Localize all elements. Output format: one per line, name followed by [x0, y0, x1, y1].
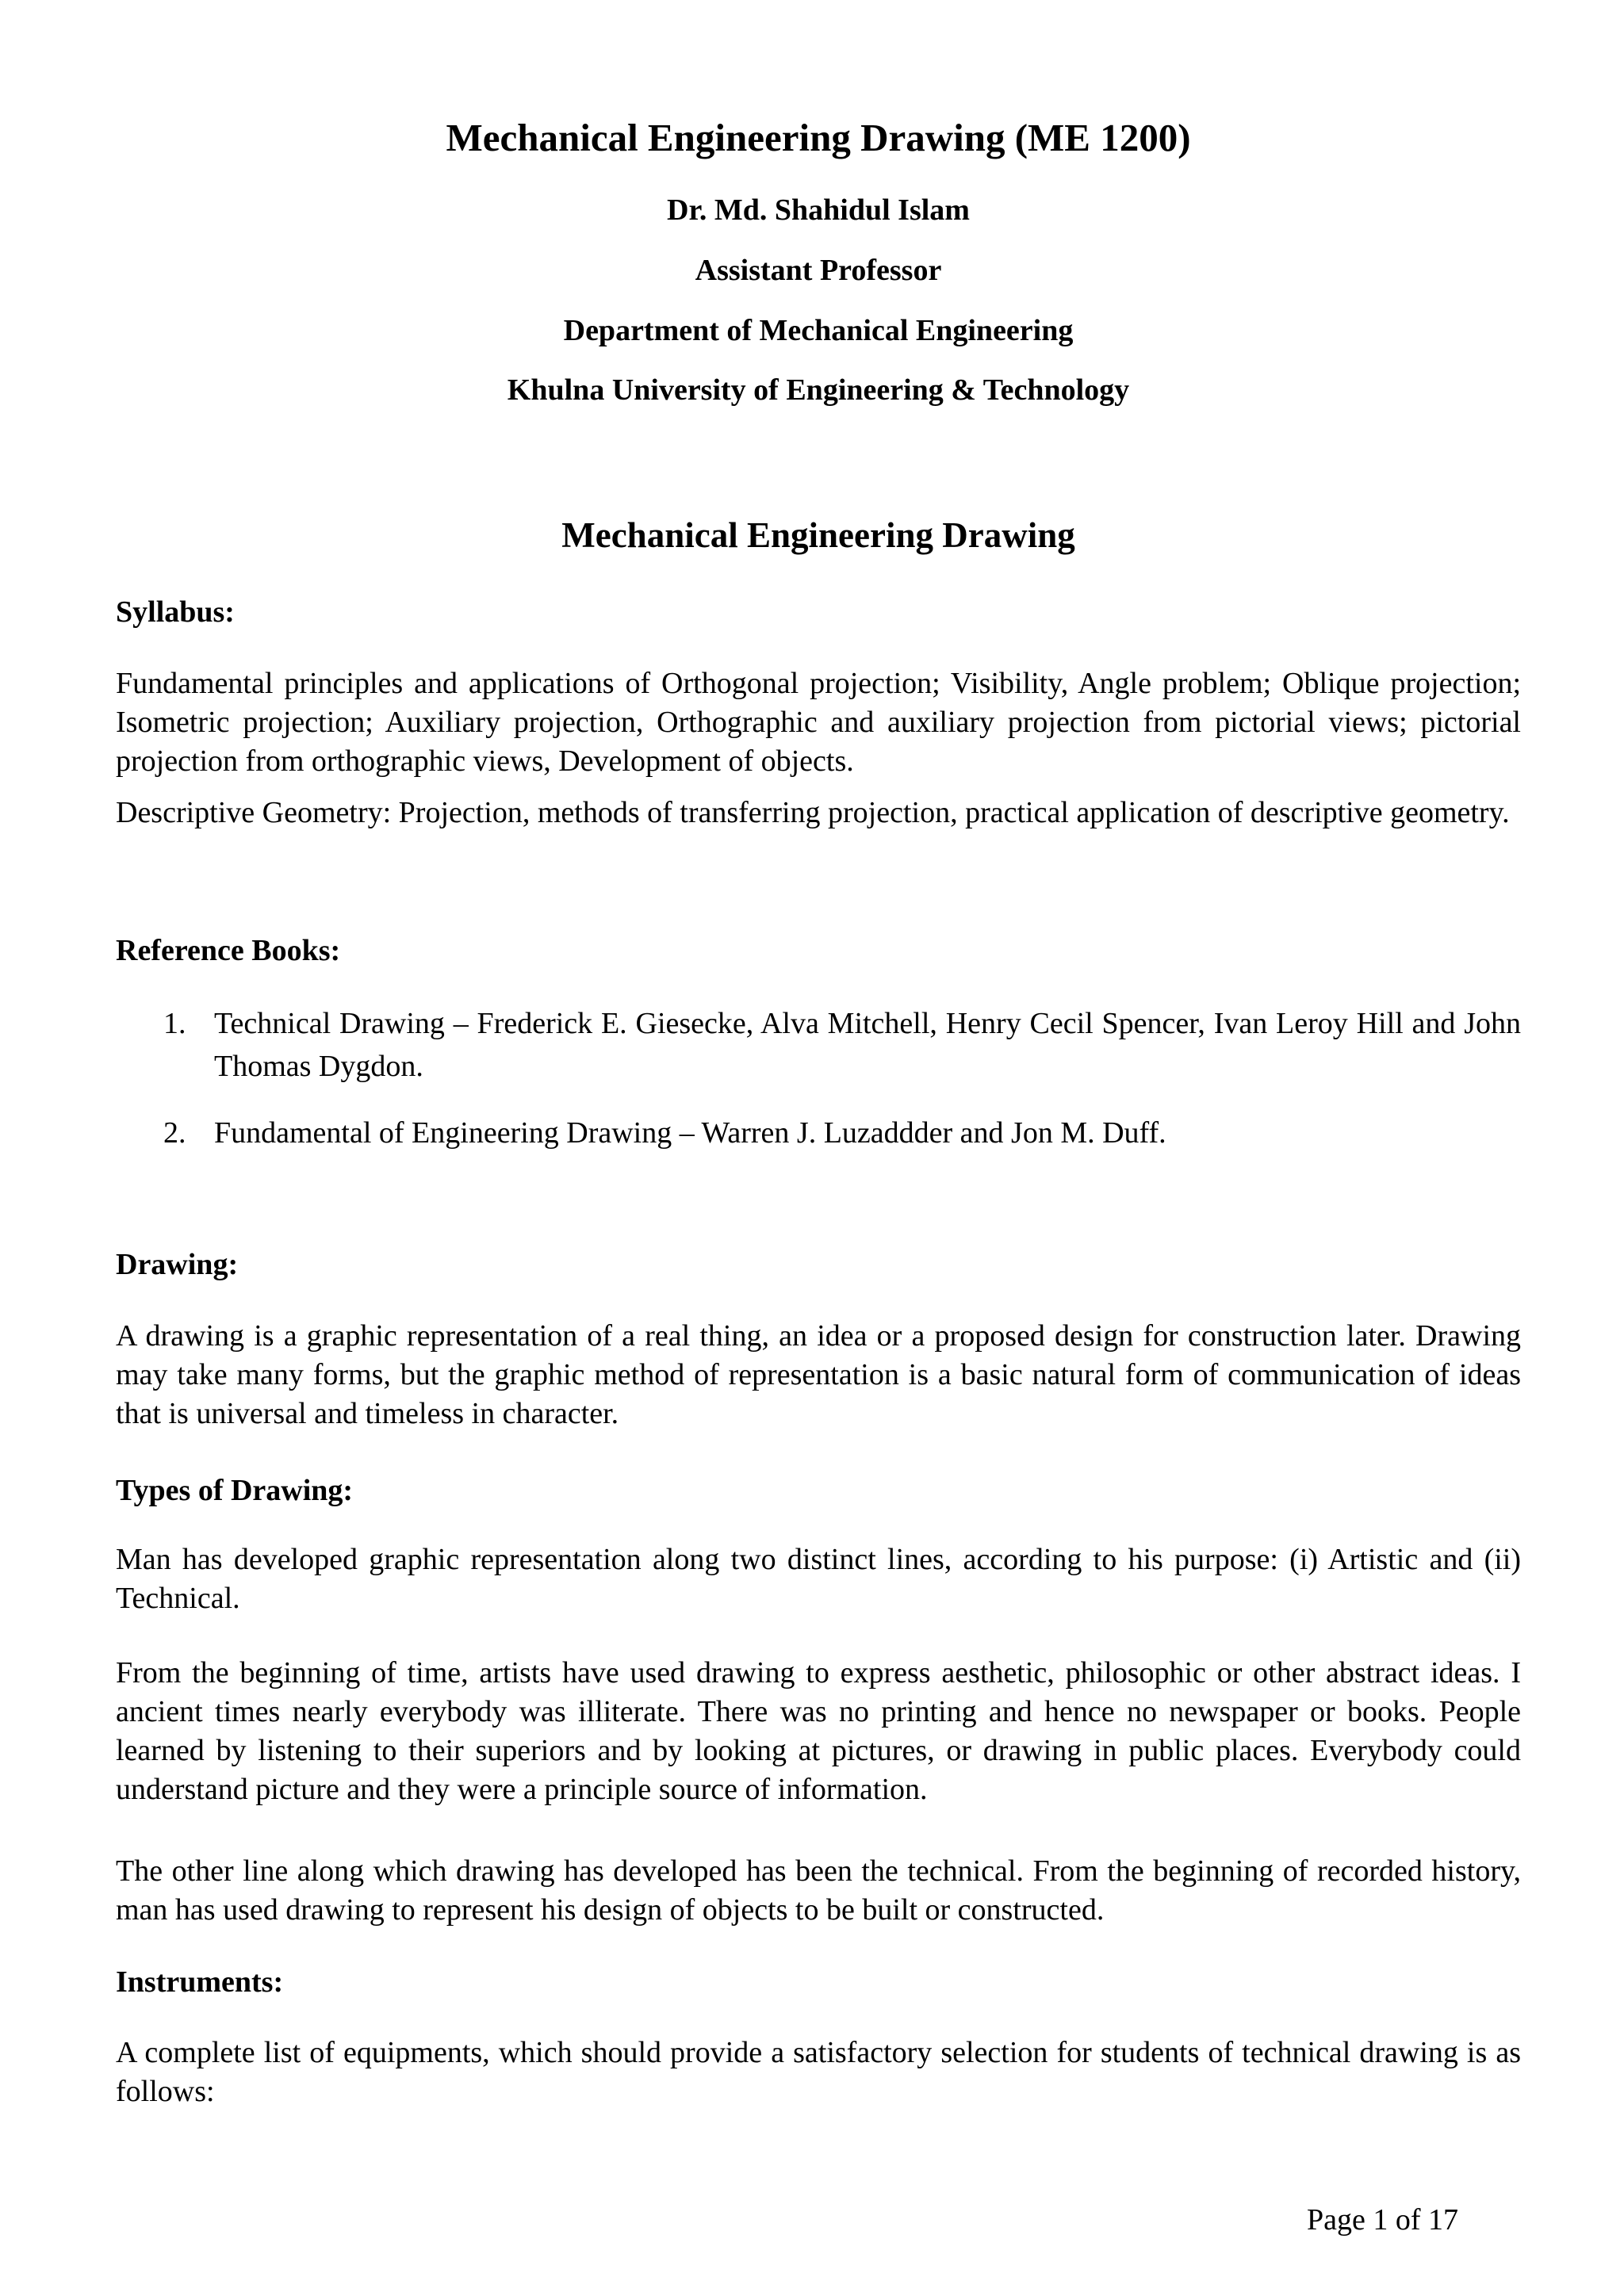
list-item-number: 2. [163, 1116, 186, 1150]
drawing-paragraph: A drawing is a graphic representation of a real thing, an idea or a proposed design for construction later. Drawing may take many forms, but the graphic method of representation is a basic natural form of communication of ideas that is universal and timeless in character. [116, 1319, 1521, 1430]
list-item-text: Technical Drawing – Frederick E. Giesecke, Alva Mitchell, Henry Cecil Spencer, Ivan Leroy Hill and John Thomas Dygdon. [214, 1007, 1521, 1083]
reference-books-heading: Reference Books: [116, 934, 341, 967]
instruments-paragraph: A complete list of equipments, which should provide a satisfactory selection for students of technical drawing is as follows: [116, 2036, 1521, 2108]
list-item [116, 1002, 1521, 1088]
types-paragraph: Man has developed graphic representation along two distinct lines, according to his purpose: (i) Artistic and (ii) Technical. [116, 1543, 1521, 1615]
syllabus-heading: Syllabus: [116, 595, 235, 629]
document-title: Mechanical Engineering Drawing (ME 1200) [446, 116, 1191, 159]
list-item-text: Fundamental of Engineering Drawing – Warren J. Luzaddder and Jon M. Duff. [214, 1116, 1166, 1150]
syllabus-paragraph: Descriptive Geometry: Projection, methods of transferring projection, practical application of descriptive geometry. [116, 796, 1510, 829]
types-paragraph: From the beginning of time, artists have used drawing to express aesthetic, philosophic or other abstract ideas. I ancient times nearly everybody was illiterate. There was no printing and hence no newspaper or books. People learned by listening to their superiors and by looking at pictures, or drawing in public places. Everybody could understand picture and they were a principle source of information. [116, 1656, 1521, 1806]
section-title: Mechanical Engineering Drawing [561, 515, 1075, 555]
author-university: Khulna University of Engineering & Technology [507, 373, 1130, 407]
author-name: Dr. Md. Shahidul Islam [667, 193, 970, 227]
types-paragraph: The other line along which drawing has developed has been the technical. From the beginning of recorded history, man has used drawing to represent his design of objects to be built or constructed. [116, 1854, 1521, 1927]
reference-books-list [116, 1002, 1521, 1154]
page-number: Page 1 of 17 [1307, 2203, 1459, 2237]
list-item [116, 1112, 1521, 1154]
types-of-drawing-heading: Types of Drawing: [116, 1474, 354, 1507]
author-department: Department of Mechanical Engineering [563, 314, 1074, 347]
syllabus-paragraph: Fundamental principles and applications of Orthogonal projection; Visibility, Angle problem; Oblique projection; Isometric projection; Auxiliary projection, Orthographic and auxiliary projection from pictorial views; pictorial projection from orthographic views, Development of objects. [116, 667, 1521, 778]
list-item-number: 1. [163, 1007, 186, 1040]
instruments-heading: Instruments: [116, 1965, 284, 1999]
author-position: Assistant Professor [695, 254, 942, 287]
drawing-heading: Drawing: [116, 1248, 239, 1281]
